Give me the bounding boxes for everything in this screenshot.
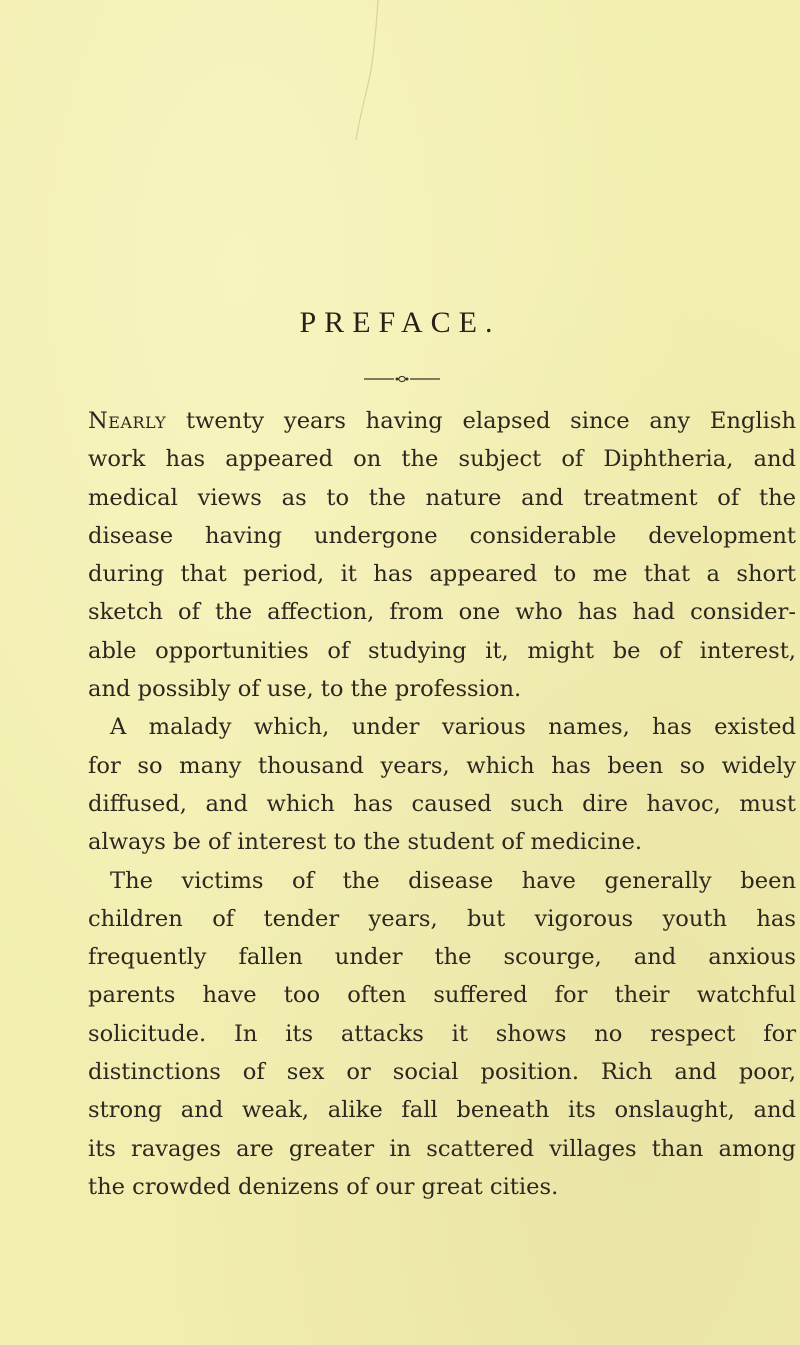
text-line: distinctions of sex or social position. Rich and poor,	[88, 1059, 796, 1086]
page-title: PREFACE.	[299, 306, 501, 339]
text-line: for so many thousand years, which has been so widely	[88, 752, 796, 779]
text-line: Nearly twenty years having elapsed since any English	[88, 408, 796, 434]
text-line: during that period, it has appeared to me that a short	[88, 561, 796, 588]
text-line: sketch of the affection, from one who has had consider-	[88, 599, 796, 626]
text-line: the crowded denizens of our great cities.	[88, 1173, 559, 1200]
preface-body	[88, 402, 796, 1206]
text-line: diffused, and which has caused such dire havoc, must	[88, 790, 796, 817]
text-line: always be of interest to the student of medicine.	[88, 829, 642, 856]
text-line: and possibly of use, to the profession.	[88, 676, 522, 703]
text-line: frequently fallen under the scourge, and anxious	[88, 944, 796, 971]
text-line: work has appeared on the subject of Diphtheria, and	[88, 446, 796, 473]
text-line: able opportunities of studying it, might be of interest,	[88, 637, 796, 664]
text-line: The victims of the disease have generally been	[110, 867, 796, 894]
text-line: children of tender years, but vigorous youth has	[88, 905, 796, 932]
paragraph-3	[88, 862, 796, 1207]
opening-word: Nearly	[88, 408, 167, 434]
text-line: its ravages are greater in scattered villages than among	[88, 1135, 796, 1162]
title-ornament	[364, 374, 440, 384]
paragraph-1	[88, 402, 796, 708]
text-line: A malady which, under various names, has existed	[110, 714, 796, 741]
text-line: parents have too often suffered for their watchful	[88, 982, 796, 1009]
text-line: medical views as to the nature and treatment of the	[88, 484, 796, 511]
text-line: solicitude. In its attacks it shows no respect for	[88, 1020, 796, 1047]
text-line: strong and weak, alike fall beneath its onslaught, and	[88, 1097, 796, 1124]
paragraph-2	[88, 708, 796, 861]
text-line: disease having undergone considerable development	[88, 522, 796, 549]
paper-crease	[330, 0, 410, 140]
